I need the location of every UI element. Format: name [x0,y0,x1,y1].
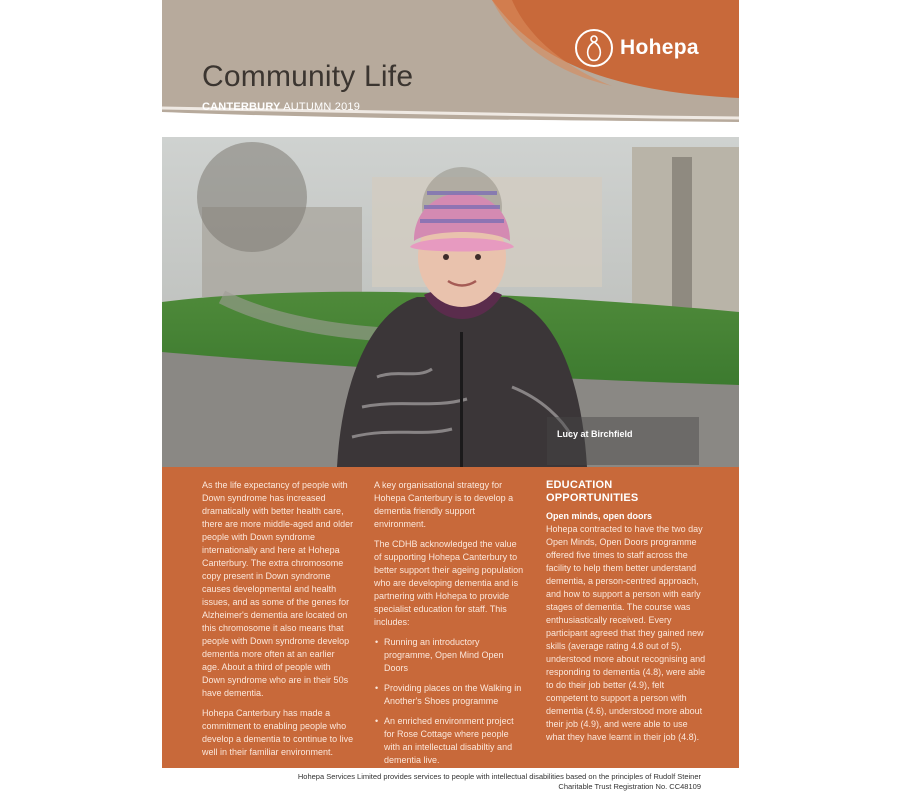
section-subheading: Open minds, open doors [546,511,653,521]
footer-line: Charitable Trust Registration No. CC48109 [558,782,701,791]
bullet-list [374,636,524,767]
masthead [162,0,739,128]
footer-line: Hohepa Services Limited provides services to people with intellectual disabilities based on the principles of Rudolf Steiner [297,772,701,781]
caption-overlay [547,417,699,465]
feature-photo [162,137,739,467]
paragraph: As the life expectancy of people with Down syndrome has increased dramatically with better health care, there are more middle-aged and older people with Down syndrome internationally and here at Hohepa Canterbury. The extra chromosome copy present in Down syndrome causes developmental and health issues, and as some of the genes for Alzheimer's dementia are located on this chromosome it also means that people with Down syndrome develop dementia more often at an earlier age. About a third of people with Down syndrome who are in their 50s have dementia. [202,480,354,698]
region-label: CANTERBURY [202,101,281,113]
column-1 [202,479,354,766]
hohepa-logo [574,28,714,68]
column-2 [374,479,524,768]
column-3 [546,479,706,751]
article-body [162,467,739,768]
paragraph: A key organisational strategy for Hohepa Canterbury is to develop a dementia friendly support environment. [374,480,514,529]
section-heading: EDUCATION OPPORTUNITIES [546,479,639,504]
issue-subtitle [202,101,360,113]
logo-wordmark: Hohepa [620,36,699,59]
season-label: AUTUMN 2019 [280,101,361,113]
newsletter-title: Community Life [202,60,414,93]
paragraph: Hohepa contracted to have the two day Open Minds, Open Doors programme offered five times to staff across the facility to help them better understand dementia, a person-centred approach, and how to support a person with early stages of dementia. The course was enthusiastically received. Every participant agreed that they gained new skills (average rating 4.8 out of 5), understood more about recognising and responding to dementia (4.8), were able to do their job better (4.9), felt competent to support a person with dementia (4.6), understood more about their job (4.9), and were able to use what they have learnt in their job (4.8). [546,524,706,742]
hohepa-logo-icon [574,28,614,68]
photo-caption: Lucy at Birchfield [557,429,633,439]
list-item: • An enriched environment project for Rose Cottage where people with an intellectual disabiltiy and dementia live. [384,715,524,767]
paragraph: The CDHB acknowledged the value of supporting Hohepa Canterbury to better support their ageing population who are developing dementia and is partnering with Hohepa to provide specialist education for staff. This includes: [374,539,524,627]
newsletter-page [162,0,739,768]
list-item: • Providing places on the Walking in Another's Shoes programme [384,682,524,708]
footer-note [162,772,701,792]
list-item: • Running an introductory programme, Open Mind Open Doors [384,636,524,675]
paragraph: Hohepa Canterbury has made a commitment to enabling people who develop a dementia to continue to live well in their familiar environment. [202,708,354,757]
